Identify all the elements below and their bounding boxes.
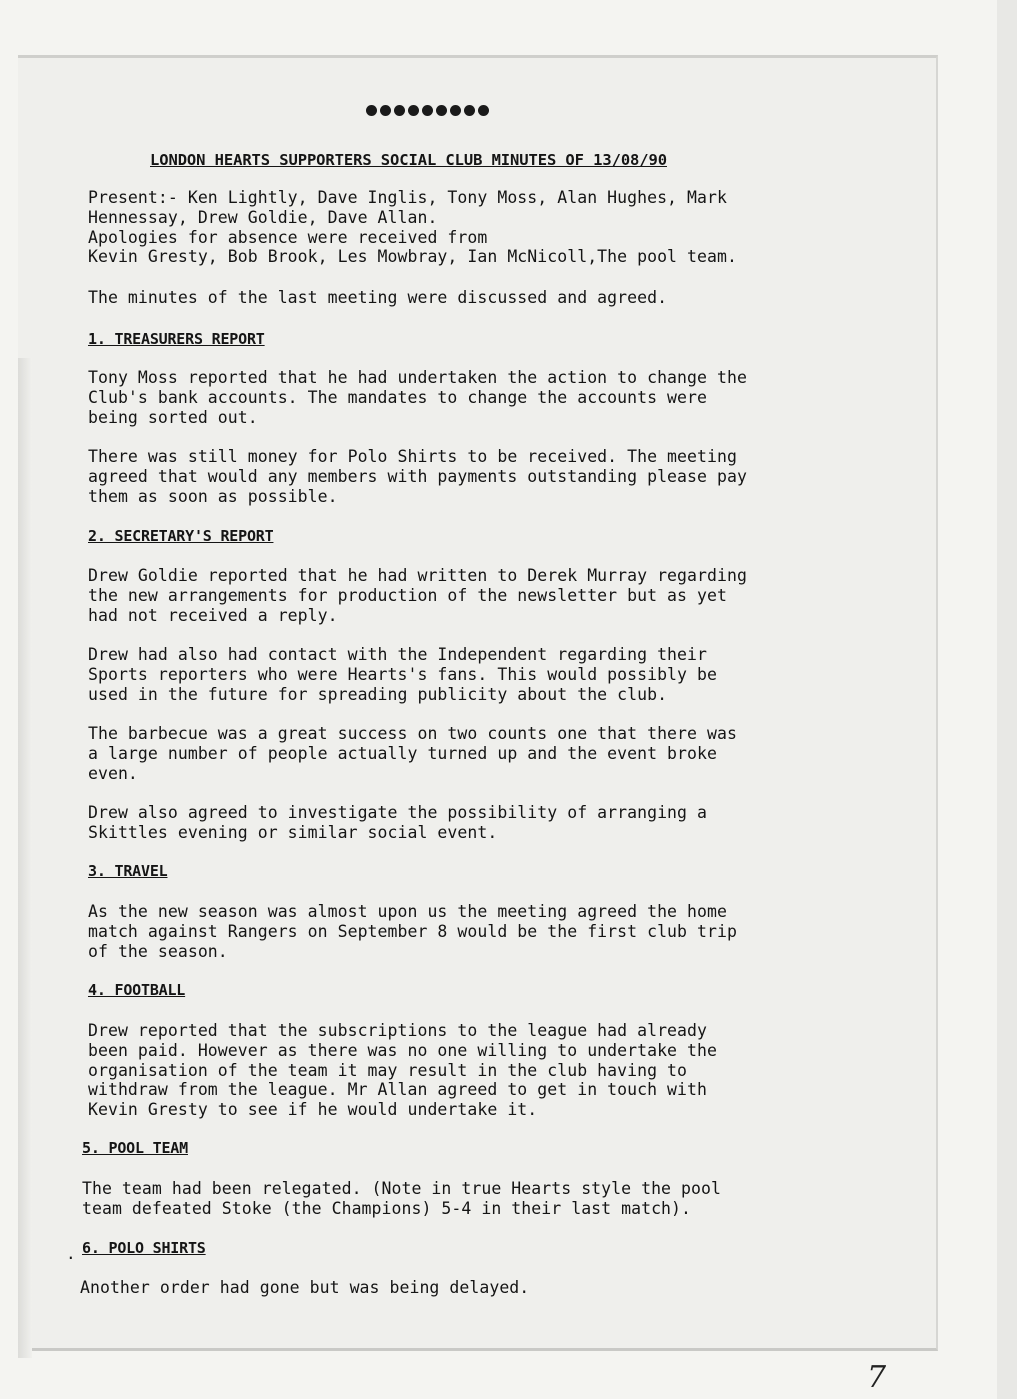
paragraph-line: Drew had also had contact with the Independent regarding their: [88, 645, 707, 664]
section-paragraph: [88, 1021, 868, 1120]
paragraph-line: Drew reported that the subscriptions to the league had already: [88, 1021, 707, 1040]
paragraph-line: used in the future for spreading publicity about the club.: [88, 684, 668, 704]
margin-mark: .: [66, 1244, 76, 1263]
section-paragraph: [82, 1179, 862, 1219]
paragraph-line: organisation of the team it may result in the club having to: [88, 1060, 688, 1080]
paragraph-line: team defeated Stoke (the Champions) 5-4 in their last match).: [82, 1198, 692, 1218]
paragraph-line: even.: [88, 763, 138, 783]
section-heading-polo-shirts: 6. POLO SHIRTS: [82, 1239, 206, 1257]
paragraph-line: Club's bank accounts. The mandates to change the accounts were: [88, 387, 707, 407]
section-paragraph: [88, 902, 868, 961]
scan-shadow: [18, 358, 32, 1358]
ornament-dot-icon: [394, 105, 405, 116]
ornament-dot-icon: [380, 105, 391, 116]
page-title: LONDON HEARTS SUPPORTERS SOCIAL CLUB MINUTES OF 13/08/90: [150, 151, 667, 169]
paragraph-line: Skittles evening or similar social event.: [88, 822, 498, 842]
paragraph-line: being sorted out.: [88, 407, 258, 427]
paragraph-line: The barbecue was a great success on two counts one that there was: [88, 724, 737, 743]
paragraph-line: Kevin Gresty to see if he would undertake it.: [88, 1100, 538, 1120]
paragraph-line: Drew also agreed to investigate the possibility of arranging a: [88, 803, 707, 822]
paragraph-line: Another order had gone but was being delayed.: [80, 1278, 530, 1297]
ornament-dot-icon: [450, 105, 461, 116]
ornament-dot-icon: [464, 105, 475, 116]
ornament-dot-icon: [478, 105, 489, 116]
paragraph-line: The team had been relegated. (Note in true Hearts style the pool: [82, 1179, 721, 1198]
attendees-text: Present:- Ken Lightly, Dave Inglis, Tony Moss, Alan Hughes, Mark: [88, 188, 727, 207]
paragraph-line: them as soon as possible.: [88, 486, 338, 506]
paragraph-line: a large number of people actually turned up and the event broke: [88, 743, 717, 763]
page-number: 7: [867, 1360, 887, 1395]
paragraph-line: Sports reporters who were Hearts's fans. This would possibly be: [88, 664, 717, 684]
ornament-dot-icon: [366, 105, 377, 116]
section-paragraph: [88, 645, 868, 704]
section-heading-travel: 3. TRAVEL: [88, 862, 168, 880]
paragraph-line: of the season.: [88, 941, 228, 961]
paragraph-line: agreed that would any members with payments outstanding please pay: [88, 466, 747, 486]
apologies-line-2: Kevin Gresty, Bob Brook, Les Mowbray, Ian McNicoll,The pool team.: [88, 247, 737, 267]
section-heading-pool-team: 5. POOL TEAM: [82, 1139, 188, 1157]
paragraph-line: Drew Goldie reported that he had written to Derek Murray regarding: [88, 566, 747, 585]
title-ornament: [366, 100, 489, 120]
scan-edge: [997, 0, 1017, 1399]
paragraph-line: been paid. However as there was no one willing to undertake the: [88, 1040, 717, 1060]
section-heading-secretary: 2. SECRETARY'S REPORT: [88, 527, 274, 545]
section-paragraph: [88, 447, 868, 506]
ornament-dot-icon: [436, 105, 447, 116]
paragraph-line: withdraw from the league. Mr Allan agreed to get in touch with: [88, 1080, 707, 1100]
paragraph-line: As the new season was almost upon us the meeting agreed the home: [88, 902, 727, 921]
section-paragraph: [88, 724, 868, 783]
section-heading-treasurers: 1. TREASURERS REPORT: [88, 330, 265, 348]
attendees-line-2: Hennessay, Drew Goldie, Dave Allan.: [88, 207, 438, 227]
section-paragraph: [88, 566, 868, 625]
apologies-line-1: Apologies for absence were received from: [88, 227, 488, 247]
ornament-dot-icon: [408, 105, 419, 116]
paragraph-line: had not received a reply.: [88, 605, 338, 625]
ornament-dot-icon: [422, 105, 433, 116]
section-paragraph: [80, 1278, 860, 1298]
paragraph-line: the new arrangements for production of the newsletter but as yet: [88, 585, 727, 605]
paragraph-line: There was still money for Polo Shirts to be received. The meeting: [88, 447, 737, 466]
section-paragraph: [88, 803, 868, 843]
previous-minutes: The minutes of the last meeting were discussed and agreed.: [88, 288, 668, 307]
section-heading-football: 4. FOOTBALL: [88, 981, 186, 999]
paragraph-line: match against Rangers on September 8 would be the first club trip: [88, 921, 737, 941]
attendees-line-1: [88, 188, 866, 208]
paragraph-line: Tony Moss reported that he had undertaken the action to change the: [88, 368, 747, 387]
attendees: [88, 188, 868, 267]
section-paragraph: [88, 368, 868, 427]
